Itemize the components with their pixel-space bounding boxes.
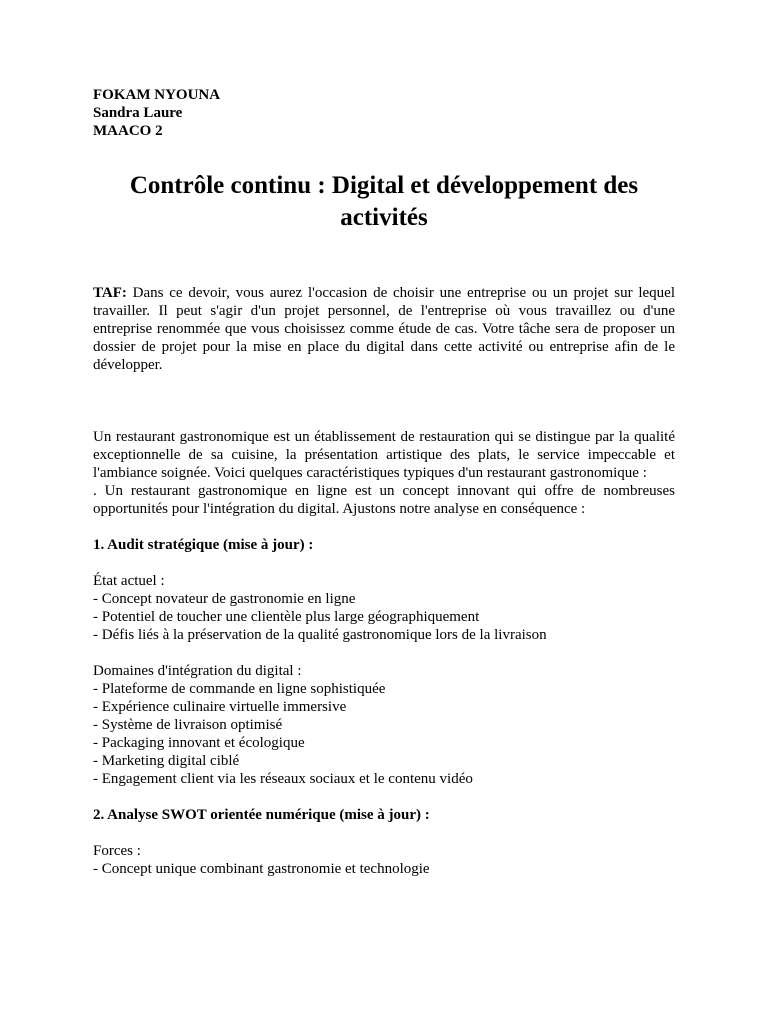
taf-label: TAF:: [93, 285, 127, 301]
taf-text: Dans ce devoir, vous aurez l'occasion de choisir une entreprise ou un projet sur lequel travailler. Il peut s'agir d'un projet personnel, de l'entreprise où vous travaillez ou d'une entreprise renommée que vous choisissez comme étude de cas. Votre tâche sera de proposer un dossier de projet pour la mise en place du digital dans cette activité ou entreprise afin de le développer.: [93, 285, 676, 373]
list-item: - Défis liés à la préservation de la qualité gastronomique lors de la livraison: [93, 627, 547, 643]
author-last-name: FOKAM NYOUNA: [93, 87, 221, 103]
domaines-label: Domaines d'intégration du digital :: [93, 663, 302, 679]
list-item: - Expérience culinaire virtuelle immersive: [93, 699, 347, 715]
etat-actuel-block: [93, 572, 675, 644]
forces-block: [93, 842, 675, 878]
list-item: - Marketing digital ciblé: [93, 753, 240, 769]
list-item: - Concept novateur de gastronomie en ligne: [93, 591, 356, 607]
forces-label: Forces :: [93, 843, 141, 859]
list-item: - Engagement client via les réseaux sociaux et le contenu vidéo: [93, 771, 473, 787]
domaines-block: [93, 662, 675, 788]
intro-text-1: Un restaurant gastronomique est un établissement de restauration qui se distingue par la qualité exceptionnelle de sa cuisine, la présentation artistique des plats, le service impeccable et l'ambiance soignée. Voici quelques caractéristiques typiques d'un restaurant gastronomique :: [93, 429, 675, 481]
section-1-heading: 1. Audit stratégique (mise à jour) :: [93, 537, 314, 553]
intro-text-2: . Un restaurant gastronomique en ligne est un concept innovant qui offre de nombreuses opportunités pour l'intégration du digital. Ajustons notre analyse en conséquence :: [93, 483, 675, 517]
author-block: [93, 86, 675, 140]
taf-paragraph: [93, 284, 675, 374]
intro-paragraph: [93, 428, 675, 518]
author-first-names: Sandra Laure: [93, 105, 183, 121]
list-item: - Potentiel de toucher une clientèle plus large géographiquement: [93, 609, 480, 625]
document-page: [93, 86, 675, 878]
author-class: MAACO 2: [93, 123, 163, 139]
list-item: - Concept unique combinant gastronomie et technologie: [93, 861, 430, 877]
etat-actuel-label: État actuel :: [93, 573, 165, 589]
document-title: Contrôle continu : Digital et développement des activités: [129, 172, 639, 231]
list-item: - Packaging innovant et écologique: [93, 735, 305, 751]
list-item: - Système de livraison optimisé: [93, 717, 283, 733]
list-item: - Plateforme de commande en ligne sophistiquée: [93, 681, 386, 697]
section-2-heading: 2. Analyse SWOT orientée numérique (mise à jour) :: [93, 807, 430, 823]
